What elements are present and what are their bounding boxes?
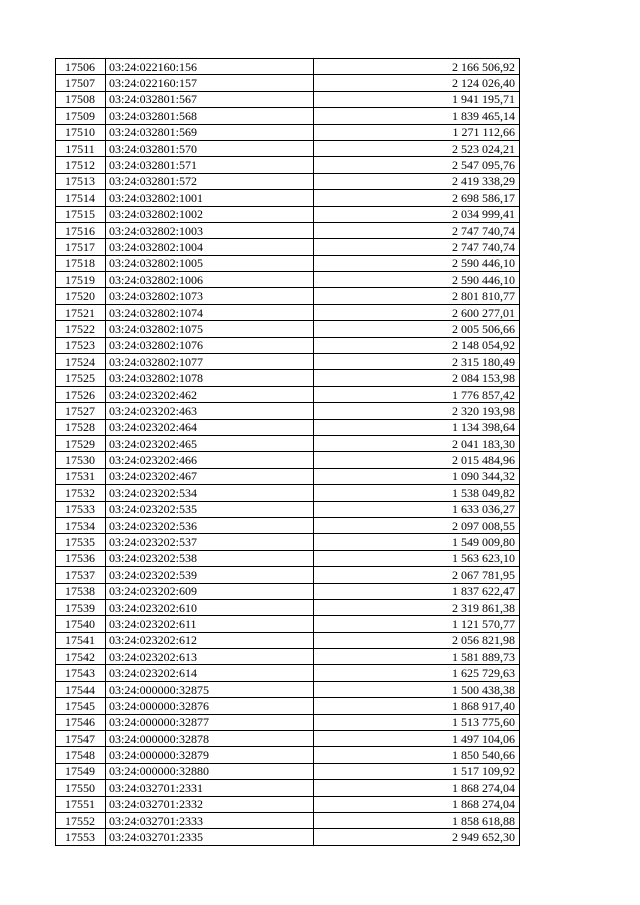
row-number-cell: 17520 — [56, 288, 106, 304]
row-number-cell: 17519 — [56, 272, 106, 288]
table-row — [56, 616, 520, 632]
cadastral-value-cell: 1 538 049,82 — [314, 485, 520, 501]
table-row — [56, 731, 520, 747]
cadastral-number-cell: 03:24:032701:2335 — [106, 829, 314, 845]
cadastral-number-cell: 03:24:023202:610 — [106, 599, 314, 615]
table-row — [56, 272, 520, 288]
table-row — [56, 206, 520, 222]
table-row — [56, 747, 520, 763]
cadastral-number-cell: 03:24:022160:156 — [106, 59, 314, 75]
cadastral-value-cell: 2 320 193,98 — [314, 403, 520, 419]
table-row — [56, 796, 520, 812]
table-row — [56, 419, 520, 435]
row-number-cell: 17510 — [56, 124, 106, 140]
row-number-cell: 17540 — [56, 616, 106, 632]
table-row — [56, 321, 520, 337]
cadastral-number-cell: 03:24:023202:535 — [106, 501, 314, 517]
table-row — [56, 75, 520, 91]
table-row — [56, 567, 520, 583]
row-number-cell: 17530 — [56, 452, 106, 468]
row-number-cell: 17506 — [56, 59, 106, 75]
row-number-cell: 17549 — [56, 763, 106, 779]
row-number-cell: 17514 — [56, 190, 106, 206]
cadastral-number-cell: 03:24:000000:32878 — [106, 731, 314, 747]
cadastral-value-cell: 2 747 740,74 — [314, 239, 520, 255]
cadastral-value-cell: 1 513 775,60 — [314, 714, 520, 730]
row-number-cell: 17512 — [56, 157, 106, 173]
cadastral-value-cell: 1 500 438,38 — [314, 681, 520, 697]
table-row — [56, 681, 520, 697]
table-row — [56, 222, 520, 238]
cadastral-value-cell: 1 581 889,73 — [314, 649, 520, 665]
row-number-cell: 17508 — [56, 91, 106, 107]
row-number-cell: 17525 — [56, 370, 106, 386]
row-number-cell: 17515 — [56, 206, 106, 222]
row-number-cell: 17532 — [56, 485, 106, 501]
table-row — [56, 829, 520, 845]
row-number-cell: 17527 — [56, 403, 106, 419]
row-number-cell: 17538 — [56, 583, 106, 599]
cadastral-value-cell: 1 517 109,92 — [314, 763, 520, 779]
row-number-cell: 17537 — [56, 567, 106, 583]
cadastral-number-cell: 03:24:032802:1005 — [106, 255, 314, 271]
row-number-cell: 17551 — [56, 796, 106, 812]
cadastral-value-cell: 2 005 506,66 — [314, 321, 520, 337]
cadastral-value-cell: 2 084 153,98 — [314, 370, 520, 386]
cadastral-value-cell: 2 166 506,92 — [314, 59, 520, 75]
table-row — [56, 632, 520, 648]
row-number-cell: 17509 — [56, 108, 106, 124]
cadastral-number-cell: 03:24:032802:1074 — [106, 304, 314, 320]
table-body — [56, 59, 520, 846]
row-number-cell: 17546 — [56, 714, 106, 730]
table-row — [56, 140, 520, 156]
table-row — [56, 386, 520, 402]
cadastral-number-cell: 03:24:032701:2332 — [106, 796, 314, 812]
cadastral-number-cell: 03:24:032802:1073 — [106, 288, 314, 304]
cadastral-number-cell: 03:24:023202:462 — [106, 386, 314, 402]
cadastral-value-cell: 2 547 095,76 — [314, 157, 520, 173]
row-number-cell: 17526 — [56, 386, 106, 402]
cadastral-number-cell: 03:24:032802:1006 — [106, 272, 314, 288]
cadastral-value-cell: 1 868 274,04 — [314, 796, 520, 812]
cadastral-value-cell: 2 590 446,10 — [314, 255, 520, 271]
cadastral-number-cell: 03:24:023202:609 — [106, 583, 314, 599]
cadastral-number-cell: 03:24:023202:537 — [106, 534, 314, 550]
row-number-cell: 17523 — [56, 337, 106, 353]
cadastral-number-cell: 03:24:023202:466 — [106, 452, 314, 468]
row-number-cell: 17513 — [56, 173, 106, 189]
table-row — [56, 370, 520, 386]
cadastral-value-cell: 1 868 917,40 — [314, 698, 520, 714]
cadastral-value-cell: 2 124 026,40 — [314, 75, 520, 91]
cadastral-number-cell: 03:24:032801:569 — [106, 124, 314, 140]
cadastral-number-cell: 03:24:023202:536 — [106, 517, 314, 533]
row-number-cell: 17511 — [56, 140, 106, 156]
table-row — [56, 665, 520, 681]
row-number-cell: 17507 — [56, 75, 106, 91]
row-number-cell: 17547 — [56, 731, 106, 747]
table-row — [56, 239, 520, 255]
cadastral-number-cell: 03:24:023202:614 — [106, 665, 314, 681]
row-number-cell: 17543 — [56, 665, 106, 681]
cadastral-number-cell: 03:24:023202:611 — [106, 616, 314, 632]
cadastral-value-cell: 2 148 054,92 — [314, 337, 520, 353]
table-row — [56, 108, 520, 124]
row-number-cell: 17517 — [56, 239, 106, 255]
cadastral-number-cell: 03:24:023202:612 — [106, 632, 314, 648]
cadastral-number-cell: 03:24:023202:467 — [106, 468, 314, 484]
cadastral-number-cell: 03:24:023202:534 — [106, 485, 314, 501]
cadastral-number-cell: 03:24:032802:1075 — [106, 321, 314, 337]
cadastral-value-cell: 1 134 398,64 — [314, 419, 520, 435]
table-row — [56, 59, 520, 75]
cadastral-value-cell: 1 090 344,32 — [314, 468, 520, 484]
cadastral-value-cell: 2 315 180,49 — [314, 354, 520, 370]
table-row — [56, 403, 520, 419]
cadastral-number-cell: 03:24:032801:568 — [106, 108, 314, 124]
row-number-cell: 17522 — [56, 321, 106, 337]
row-number-cell: 17524 — [56, 354, 106, 370]
row-number-cell: 17539 — [56, 599, 106, 615]
cadastral-value-cell: 1 850 540,66 — [314, 747, 520, 763]
cadastral-number-cell: 03:24:000000:32879 — [106, 747, 314, 763]
row-number-cell: 17516 — [56, 222, 106, 238]
table-row — [56, 157, 520, 173]
cadastral-value-cell: 2 419 338,29 — [314, 173, 520, 189]
table-row — [56, 698, 520, 714]
table-row — [56, 452, 520, 468]
cadastral-number-cell: 03:24:022160:157 — [106, 75, 314, 91]
cadastral-value-cell: 2 041 183,30 — [314, 435, 520, 451]
table-row — [56, 780, 520, 796]
cadastral-value-cell: 2 056 821,98 — [314, 632, 520, 648]
cadastral-number-cell: 03:24:000000:32877 — [106, 714, 314, 730]
cadastral-value-cell: 1 633 036,27 — [314, 501, 520, 517]
row-number-cell: 17534 — [56, 517, 106, 533]
table-row — [56, 337, 520, 353]
table-row — [56, 190, 520, 206]
row-number-cell: 17521 — [56, 304, 106, 320]
cadastral-value-cell: 1 497 104,06 — [314, 731, 520, 747]
cadastral-number-cell: 03:24:032801:571 — [106, 157, 314, 173]
cadastral-number-cell: 03:24:032802:1077 — [106, 354, 314, 370]
cadastral-value-cell: 1 839 465,14 — [314, 108, 520, 124]
cadastral-value-cell: 1 271 112,66 — [314, 124, 520, 140]
table-row — [56, 763, 520, 779]
table-row — [56, 812, 520, 828]
cadastral-number-cell: 03:24:032801:570 — [106, 140, 314, 156]
cadastral-number-cell: 03:24:000000:32880 — [106, 763, 314, 779]
table-row — [56, 550, 520, 566]
cadastral-value-cell: 2 801 810,77 — [314, 288, 520, 304]
cadastral-number-cell: 03:24:032801:567 — [106, 91, 314, 107]
cadastral-number-cell: 03:24:023202:538 — [106, 550, 314, 566]
cadastral-value-cell: 1 625 729,63 — [314, 665, 520, 681]
cadastral-number-cell: 03:24:023202:539 — [106, 567, 314, 583]
row-number-cell: 17533 — [56, 501, 106, 517]
table-row — [56, 649, 520, 665]
cadastral-value-cell: 2 590 446,10 — [314, 272, 520, 288]
table-row — [56, 288, 520, 304]
row-number-cell: 17548 — [56, 747, 106, 763]
cadastral-number-cell: 03:24:032801:572 — [106, 173, 314, 189]
table-row — [56, 255, 520, 271]
row-number-cell: 17550 — [56, 780, 106, 796]
cadastral-number-cell: 03:24:032802:1078 — [106, 370, 314, 386]
table-row — [56, 599, 520, 615]
table-row — [56, 468, 520, 484]
cadastral-number-cell: 03:24:032802:1004 — [106, 239, 314, 255]
row-number-cell: 17531 — [56, 468, 106, 484]
cadastral-number-cell: 03:24:023202:613 — [106, 649, 314, 665]
row-number-cell: 17536 — [56, 550, 106, 566]
cadastral-number-cell: 03:24:023202:465 — [106, 435, 314, 451]
cadastral-number-cell: 03:24:023202:463 — [106, 403, 314, 419]
cadastral-value-cell: 1 563 623,10 — [314, 550, 520, 566]
cadastral-value-cell: 2 067 781,95 — [314, 567, 520, 583]
cadastral-number-cell: 03:24:032802:1003 — [106, 222, 314, 238]
cadastral-number-cell: 03:24:000000:32875 — [106, 681, 314, 697]
cadastral-value-cell: 2 523 024,21 — [314, 140, 520, 156]
cadastral-value-cell: 1 776 857,42 — [314, 386, 520, 402]
cadastral-value-cell: 2 949 652,30 — [314, 829, 520, 845]
cadastral-number-cell: 03:24:032802:1002 — [106, 206, 314, 222]
row-number-cell: 17544 — [56, 681, 106, 697]
row-number-cell: 17535 — [56, 534, 106, 550]
cadastral-value-cell: 2 097 008,55 — [314, 517, 520, 533]
row-number-cell: 17528 — [56, 419, 106, 435]
cadastral-value-cell: 1 837 622,47 — [314, 583, 520, 599]
row-number-cell: 17542 — [56, 649, 106, 665]
cadastral-number-cell: 03:24:032701:2333 — [106, 812, 314, 828]
table-row — [56, 354, 520, 370]
table-row — [56, 517, 520, 533]
cadastral-value-cell: 1 121 570,77 — [314, 616, 520, 632]
row-number-cell: 17553 — [56, 829, 106, 845]
cadastral-value-cell: 2 034 999,41 — [314, 206, 520, 222]
cadastral-value-cell: 1 941 195,71 — [314, 91, 520, 107]
cadastral-value-table — [55, 58, 520, 846]
table-row — [56, 435, 520, 451]
cadastral-value-cell: 1 858 618,88 — [314, 812, 520, 828]
row-number-cell: 17518 — [56, 255, 106, 271]
cadastral-value-cell: 2 747 740,74 — [314, 222, 520, 238]
table-row — [56, 583, 520, 599]
table-row — [56, 501, 520, 517]
table-row — [56, 304, 520, 320]
table-row — [56, 714, 520, 730]
cadastral-number-cell: 03:24:023202:464 — [106, 419, 314, 435]
cadastral-number-cell: 03:24:000000:32876 — [106, 698, 314, 714]
cadastral-value-cell: 1 868 274,04 — [314, 780, 520, 796]
table-row — [56, 534, 520, 550]
cadastral-number-cell: 03:24:032802:1001 — [106, 190, 314, 206]
table-row — [56, 173, 520, 189]
cadastral-value-cell: 2 600 277,01 — [314, 304, 520, 320]
row-number-cell: 17541 — [56, 632, 106, 648]
table-row — [56, 124, 520, 140]
table-row — [56, 91, 520, 107]
cadastral-number-cell: 03:24:032802:1076 — [106, 337, 314, 353]
table-row — [56, 485, 520, 501]
row-number-cell: 17529 — [56, 435, 106, 451]
cadastral-value-cell: 2 698 586,17 — [314, 190, 520, 206]
row-number-cell: 17545 — [56, 698, 106, 714]
row-number-cell: 17552 — [56, 812, 106, 828]
cadastral-value-cell: 2 319 861,38 — [314, 599, 520, 615]
cadastral-value-cell: 1 549 009,80 — [314, 534, 520, 550]
cadastral-value-cell: 2 015 484,96 — [314, 452, 520, 468]
cadastral-number-cell: 03:24:032701:2331 — [106, 780, 314, 796]
